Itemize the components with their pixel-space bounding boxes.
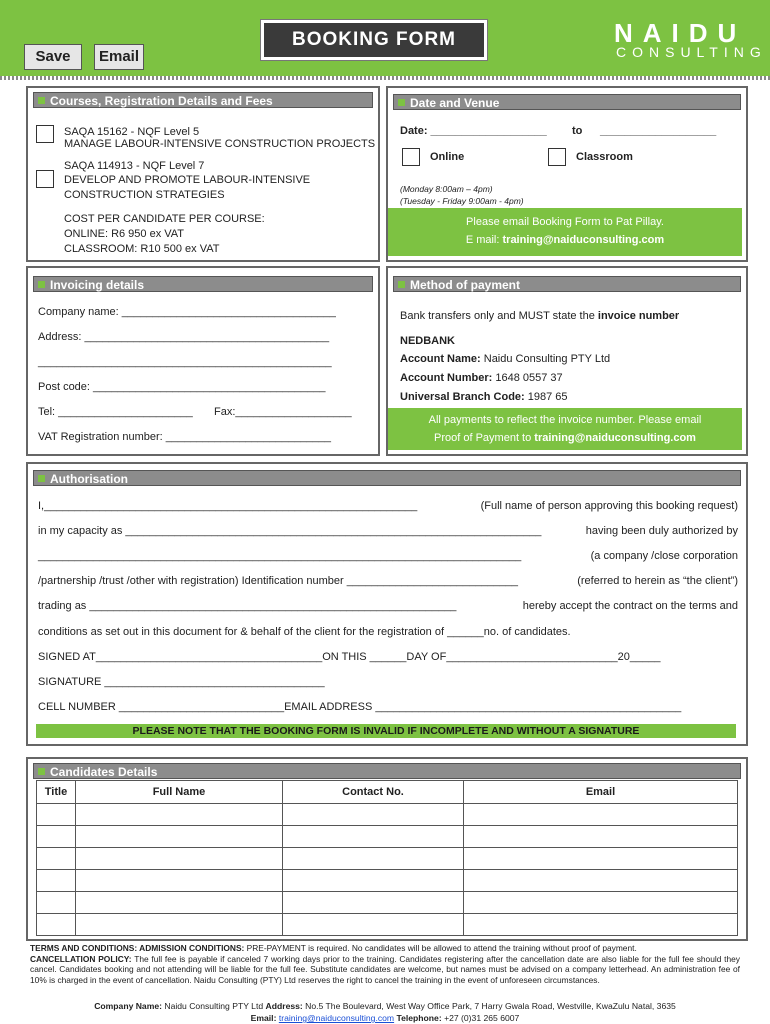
candidate-email-cell[interactable]: [464, 892, 738, 914]
footer-company-label: Company Name:: [94, 1001, 162, 1011]
payment-note-text: Proof of Payment to: [434, 432, 535, 444]
authorisation-heading: Authorisation: [33, 470, 741, 486]
candidate-email-cell[interactable]: [464, 914, 738, 936]
candidate-title-cell[interactable]: [37, 914, 76, 936]
candidate-full-name-cell[interactable]: [76, 804, 283, 826]
candidate-email-cell[interactable]: [464, 848, 738, 870]
auth-capacity-field[interactable]: in my capacity as ____________________________________________________________________: [38, 525, 542, 537]
candidates-body: [37, 804, 738, 936]
candidate-title-cell[interactable]: [37, 870, 76, 892]
bank-name: NEDBANK: [400, 335, 455, 347]
candidate-contact-no-cell[interactable]: [283, 804, 464, 826]
form-title: BOOKING FORM: [264, 23, 484, 57]
account-name-label: Account Name:: [400, 353, 481, 365]
auth-cell-email-line[interactable]: CELL NUMBER ___________________________EMAIL ADDRESS __________________________________________________: [38, 701, 682, 713]
candidate-contact-no-cell[interactable]: [283, 826, 464, 848]
payment-panel: [386, 266, 748, 456]
candidate-row: [37, 892, 738, 914]
email-line: [388, 234, 742, 246]
online-checkbox[interactable]: [402, 148, 420, 166]
footer-address: No.5 The Boulevard, West Way Office Park, 7 Harry Gwala Road, Westville, KwaZulu Natal, 3635: [302, 1001, 676, 1011]
email-address-link[interactable]: training@naiduconsulting.com: [502, 234, 665, 246]
candidate-contact-no-cell[interactable]: [283, 848, 464, 870]
auth-full-name-label: (Full name of person approving this booking request): [480, 500, 738, 512]
candidate-row: [37, 848, 738, 870]
candidate-full-name-cell[interactable]: [76, 826, 283, 848]
candidates-header-row: [37, 781, 738, 804]
online-cost: ONLINE: R6 950 ex VAT: [64, 228, 185, 240]
auth-signature-field[interactable]: SIGNATURE ____________________________________: [38, 676, 325, 688]
courses-heading: Courses, Registration Details and Fees: [33, 92, 373, 108]
candidate-full-name-cell[interactable]: [76, 848, 283, 870]
candidates-table: [36, 780, 738, 936]
col-email: Email: [464, 781, 738, 804]
course2-checkbox[interactable]: [36, 170, 54, 188]
candidate-email-cell[interactable]: [464, 826, 738, 848]
course2-name-line2: CONSTRUCTION STRATEGIES: [64, 189, 225, 201]
online-label: Online: [430, 151, 465, 163]
postcode-field[interactable]: Post code: ______________________________________: [38, 381, 326, 393]
invoicing-panel: [26, 266, 380, 456]
authorisation-panel: [26, 462, 748, 746]
auth-trading-label: hereby accept the contract on the terms and: [522, 600, 738, 612]
course2-code: SAQA 114913 - NQF Level 7: [64, 160, 205, 172]
footer-email-link[interactable]: training@naiduconsulting.com: [278, 1013, 395, 1023]
candidate-title-cell[interactable]: [37, 826, 76, 848]
company-name-field[interactable]: Company name: ___________________________________: [38, 306, 336, 318]
course1-code: SAQA 15162 - NQF Level 5: [64, 126, 200, 138]
footer-contact-line: [0, 1013, 770, 1023]
account-number-row: [400, 372, 563, 384]
auth-capacity-label: having been duly authorized by: [585, 525, 738, 537]
col-full-name: Full Name: [76, 781, 283, 804]
auth-company-field[interactable]: _______________________________________________________________________________: [38, 550, 522, 562]
course1-name: MANAGE LABOUR-INTENSIVE CONSTRUCTION PROJECTS: [64, 138, 376, 150]
form-title-box: [260, 19, 488, 61]
branch-code-label: Universal Branch Code:: [400, 391, 525, 403]
branch-code-value: 1987 65: [524, 391, 568, 403]
terms-admission: PRE-PAYMENT is required. No candidates will be allowed to attend the training without proof of payment.: [244, 943, 637, 953]
schedule-monday: (Monday 8:00am – 4pm): [400, 184, 493, 194]
candidate-title-cell[interactable]: [37, 892, 76, 914]
candidates-panel: [26, 757, 748, 941]
invoicing-heading: Invoicing details: [33, 276, 373, 292]
col-contact-no: Contact No.: [283, 781, 464, 804]
account-name-value: Naidu Consulting PTY Ltd: [480, 353, 611, 365]
candidate-full-name-cell[interactable]: [76, 870, 283, 892]
email-note: Please email Booking Form to Pat Pillay.: [466, 216, 664, 228]
candidate-full-name-cell[interactable]: [76, 892, 283, 914]
terms-cancellation: The full fee is payable if canceled 7 working days prior to the training. Candidates registering after the cancellation date are also liable for the full fee should they cancel. Candidates booking and not attending will be liable for the full fee. Substitute candidates are welcome, but names must be advised on a company letterhead. An administration fee of 10% is charged in the event of cancellation. Naidu Consulting (PTY) Ltd reserves the right to cancel the training in the event of unforeseen circumstances.: [30, 953, 740, 985]
candidate-contact-no-cell[interactable]: [283, 870, 464, 892]
footer-tel-label: Telephone:: [396, 1013, 442, 1023]
fax-field[interactable]: Fax:___________________: [214, 406, 352, 418]
payment-note-box: [388, 408, 742, 450]
logo-consulting: CONSULTING: [616, 44, 767, 60]
candidate-row: [37, 914, 738, 936]
candidate-title-cell[interactable]: [37, 848, 76, 870]
cost-heading: COST PER CANDIDATE PER COURSE:: [64, 213, 265, 225]
candidate-row: [37, 826, 738, 848]
candidate-row: [37, 804, 738, 826]
candidate-email-cell[interactable]: [464, 870, 738, 892]
payment-instruction-text: Bank transfers only and MUST state the: [400, 310, 598, 322]
payment-heading: Method of payment: [393, 276, 741, 292]
footer-email-label: Email:: [250, 1013, 277, 1023]
email-label: E mail:: [465, 234, 503, 246]
terms-label: TERMS AND CONDITIONS: ADMISSION CONDITIONS:: [30, 943, 245, 953]
courses-panel: [26, 86, 380, 262]
auth-id-label: (referred to herein as “the client”): [577, 575, 738, 587]
account-number-value: 1648 0557 37: [492, 372, 563, 384]
candidate-contact-no-cell[interactable]: [283, 892, 464, 914]
address-field[interactable]: Address: ________________________________________: [38, 331, 330, 343]
date-venue-heading: Date and Venue: [393, 94, 741, 110]
tel-field[interactable]: Tel: ______________________: [38, 406, 193, 418]
payment-instruction-bold: invoice number: [597, 310, 680, 322]
auth-conditions-line[interactable]: conditions as set out in this document for & behalf of the client for the registration of ______no. of candidates.: [38, 626, 571, 638]
footer-company: Naidu Consulting PTY Ltd: [162, 1001, 266, 1011]
auth-signed-at-line[interactable]: SIGNED AT_____________________________________ON THIS ______DAY OF____________________________20_____: [38, 651, 661, 663]
cancellation-label: CANCELLATION POLICY:: [30, 953, 132, 964]
footer-address-label: Address:: [265, 1001, 303, 1011]
auth-full-name-field[interactable]: I,_____________________________________________________________: [38, 500, 418, 512]
schedule-tuesday-friday: (Tuesday - Friday 9:00am - 4pm): [400, 196, 524, 206]
classroom-cost: CLASSROOM: R10 500 ex VAT: [64, 243, 220, 255]
auth-id-field[interactable]: /partnership /trust /other with registration) Identification number ____________________________: [38, 575, 519, 587]
date-to-field[interactable]: ___________________: [600, 125, 717, 137]
candidate-row: [37, 870, 738, 892]
footer-company-line: [0, 1001, 770, 1011]
classroom-label: Classroom: [576, 151, 633, 163]
logo-naidu: NAIDU: [614, 18, 747, 48]
address-field-2[interactable]: ________________________________________________: [38, 356, 332, 368]
invalid-form-warning: PLEASE NOTE THAT THE BOOKING FORM IS INVALID IF INCOMPLETE AND WITHOUT A SIGNATURE: [36, 724, 736, 738]
email-note-box: [388, 208, 742, 256]
classroom-checkbox[interactable]: [548, 148, 566, 166]
candidate-contact-no-cell[interactable]: [283, 914, 464, 936]
date-from-field[interactable]: Date: ___________________: [400, 125, 547, 137]
auth-trading-field[interactable]: trading as ____________________________________________________________: [38, 600, 457, 612]
save-button[interactable]: Save: [24, 44, 82, 70]
account-number-label: Account Number:: [400, 372, 493, 384]
branch-code-row: [400, 391, 568, 403]
auth-company-label: (a company /close corporation: [590, 550, 738, 562]
terms-and-conditions: [30, 943, 740, 985]
payment-instruction: [400, 310, 679, 322]
candidate-title-cell[interactable]: [37, 804, 76, 826]
course1-checkbox[interactable]: [36, 125, 54, 143]
course2-name-line1: DEVELOP AND PROMOTE LABOUR-INTENSIVE: [64, 174, 311, 186]
account-name-row: [400, 353, 610, 365]
candidates-heading: Candidates Details: [33, 763, 741, 779]
col-title: Title: [37, 781, 76, 804]
date-to-label: to: [572, 125, 583, 137]
date-venue-panel: [386, 86, 748, 262]
candidate-email-cell[interactable]: [464, 804, 738, 826]
candidate-full-name-cell[interactable]: [76, 914, 283, 936]
email-button[interactable]: Email: [94, 44, 144, 70]
payment-note-line1: All payments to reflect the invoice number. Please email: [428, 414, 702, 426]
footer-tel: +27 (0)31 265 6007: [441, 1013, 520, 1023]
vat-field[interactable]: VAT Registration number: ___________________________: [38, 431, 331, 443]
dotted-divider: [0, 76, 770, 80]
payment-email-link[interactable]: training@naiduconsulting.com: [534, 432, 696, 444]
payment-note-line2: [388, 432, 742, 444]
